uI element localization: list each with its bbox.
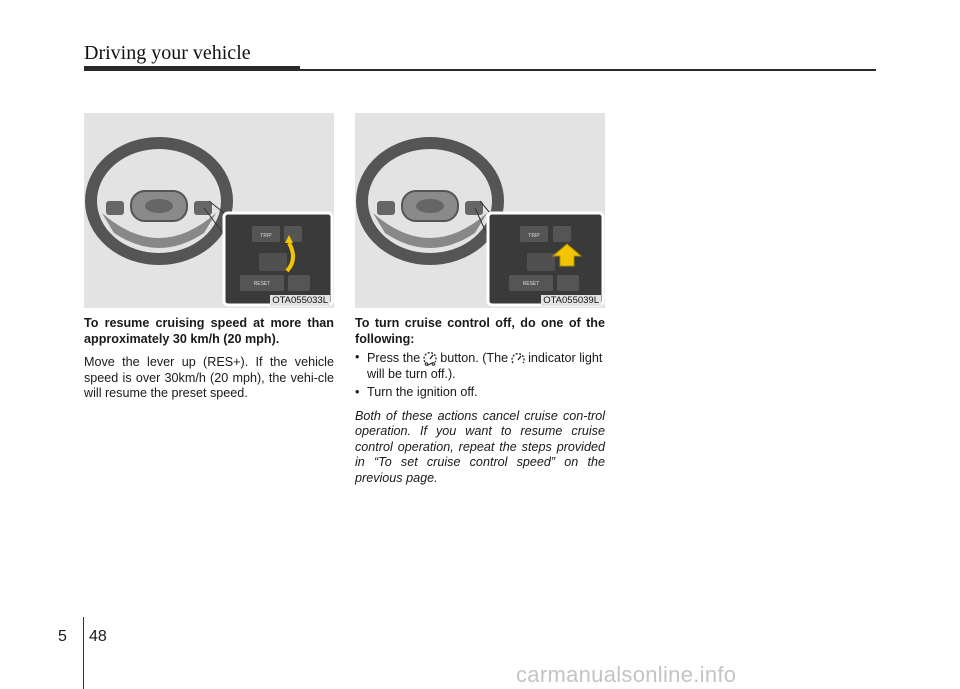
figure-cruise-off <box>355 113 605 308</box>
bullet1-text-after: indicator light will be turn off.). <box>367 351 603 381</box>
resume-speed-section <box>84 316 334 402</box>
reset-button-label: RESET <box>522 281 540 287</box>
header-rule-thin <box>300 69 876 71</box>
header-rule-thick <box>84 66 300 71</box>
trip-button-label: TRIP <box>260 233 272 239</box>
bullet-press-button <box>355 350 605 382</box>
chapter-number: 5 <box>58 628 67 645</box>
cruise-indicator-icon <box>511 352 525 366</box>
bullet1-text-middle: button. (The <box>440 351 509 365</box>
bullet-dot: • <box>355 385 360 399</box>
steering-wheel-cruise-button-illustration <box>355 113 605 308</box>
resume-speed-body: Move the lever up (RES+). If the vehicle speed is over 30km/h (20 mph), the vehi-cle will resume the preset speed. <box>84 355 334 400</box>
reset-button-label: RESET <box>253 281 271 287</box>
page-number: 48 <box>89 628 107 645</box>
figure-code: OTA055033L <box>272 295 328 306</box>
cruise-off-note: Both of these actions cancel cruise con-trol operation. If you want to resume cruise control operation, repeat the steps provided in “To set cruise control speed” on the previous page. <box>355 408 605 485</box>
watermark: carmanualsonline.info <box>516 662 737 687</box>
cruise-button-icon <box>423 350 437 366</box>
figure-resume-speed <box>84 113 334 308</box>
bullet-ignition-off <box>355 385 605 401</box>
resume-speed-heading: To resume cruising speed at more than approximately 30 km/h (20 mph). <box>84 316 334 346</box>
figure-code: OTA055039L <box>543 295 599 306</box>
section-title: Driving your vehicle <box>84 42 251 64</box>
cruise-off-heading: To turn cruise control off, do one of the following: <box>355 316 605 346</box>
steering-wheel-lever-up-illustration <box>84 113 334 308</box>
trip-button-label: TRIP <box>528 233 540 239</box>
bullet-dot: • <box>355 350 360 364</box>
bullet1-text-before: Press the <box>367 351 421 365</box>
cruise-off-section <box>355 316 605 486</box>
footer-divider <box>83 617 84 689</box>
bullet2-text: Turn the ignition off. <box>367 385 478 399</box>
